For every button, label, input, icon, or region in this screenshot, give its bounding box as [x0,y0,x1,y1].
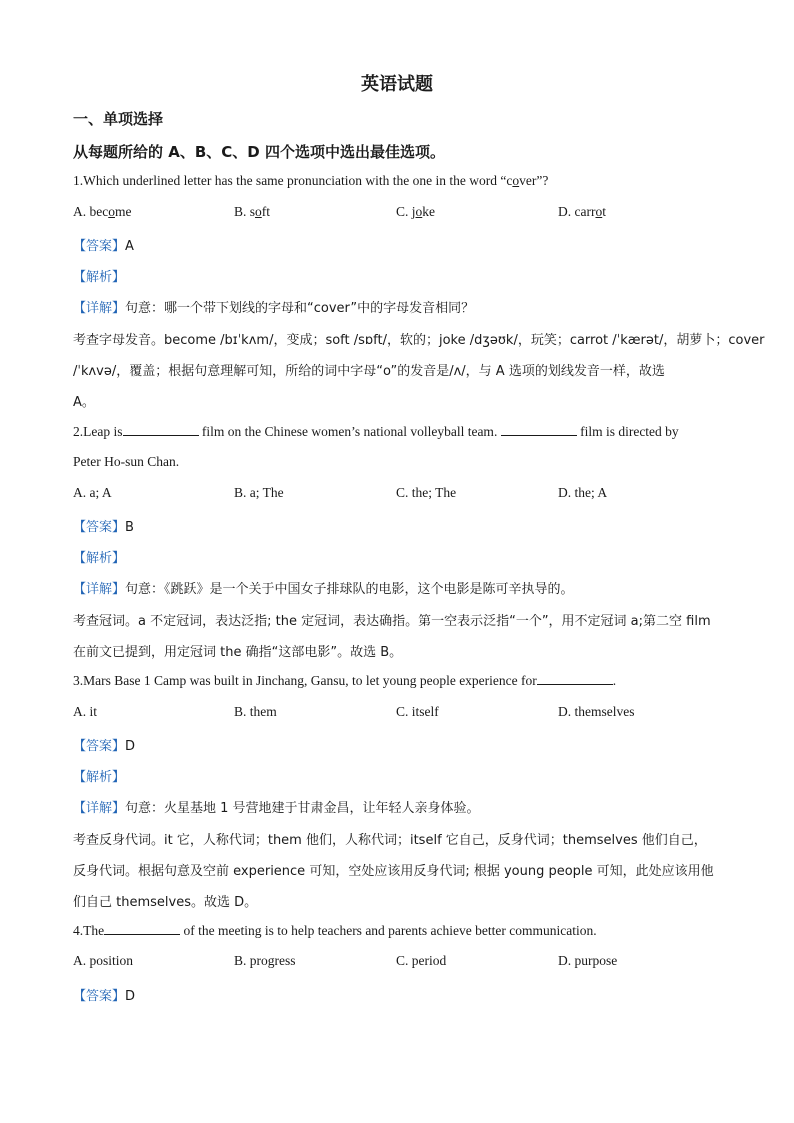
question-1: 1.Which underlined letter has the same pronunciation with the one in the word “cover”? [73,173,549,188]
q2-option-b: B. a; The [234,485,284,500]
q1-option-d: D. carrot [558,204,606,219]
q3-option-c: C. itself [396,704,439,719]
q3-explanation-line-2: 反身代词。根据句意及空前 experience 可知，空处应该用反身代词; 根据 young people 可知，此处应该用他 [73,864,714,879]
q1-answer: 【答案】A [73,239,134,254]
q1-explanation-line-2: /ˈkʌvə/，覆盖；根据句意理解可知，所给的词中字母“o”的发音是/ʌ/，与 A 选项的划线发音一样，故选 [73,364,665,379]
q1-explanation-line-1: 考查字母发音。become /bɪˈkʌm/，变成；soft /sɒft/，软的；joke /dʒəʊk/，玩笑；carrot /ˈkærət/，胡萝卜；cover [73,333,765,348]
q3-option-a: A. it [73,704,98,719]
answer-blank [123,423,199,436]
question-4: 4.The of the meeting is to help teachers and parents achieve better communication. [73,923,597,938]
q3-option-b: B. them [234,704,277,719]
answer-blank [537,672,613,685]
q2-explanation-line-1: 考查冠词。a 不定冠词，表达泛指; the 定冠词，表达确指。第一空表示泛指“一个”，用不定冠词 a;第二空 film [73,614,711,629]
q1-analysis-label: 【解析】 [73,270,126,285]
page-title: 英语试题 [361,74,433,95]
q1-option-b: B. soft [234,204,271,219]
q1-explanation-line-3: A。 [73,395,95,410]
q3-option-d: D. themselves [558,704,635,719]
question-2-line-2: Peter Ho-sun Chan. [73,454,180,469]
q3-analysis-label: 【解析】 [73,770,126,785]
q4-option-a: A. position [73,953,134,968]
q3-answer: 【答案】D [73,739,136,754]
underlined-letter: o [512,173,520,188]
q3-detail: 【详解】句意：火星基地 1 号营地建于甘肃金昌，让年轻人亲身体验。 [73,801,480,816]
section-heading: 一、单项选择 [73,110,164,128]
q2-option-a: A. a; A [73,485,112,500]
q2-option-d: D. the; A [558,485,608,500]
answer-blank [501,423,577,436]
q1-option-a: A. become [73,204,132,219]
q1-detail: 【详解】句意：哪一个带下划线的字母和“cover”中的字母发音相同？ [73,301,475,316]
q2-explanation-line-2: 在前文已提到，用定冠词 the 确指“这部电影”。故选 B。 [73,645,403,660]
q4-answer: 【答案】D [73,989,136,1004]
q3-explanation-line-3: 们自己 themselves。故选 D。 [73,895,258,910]
q2-detail: 【详解】句意：《跳跃》是一个关于中国女子排球队的电影，这个电影是陈可辛执导的。 [73,582,574,597]
answer-blank [104,922,180,935]
q3-explanation-line-1: 考查反身代词。it 它，人称代词；them 他们，人称代词；itself 它自己，反身代词；themselves 他们自己， [73,833,707,848]
q4-option-d: D. purpose [558,953,618,968]
instruction-text: 从每题所给的 A、B、C、D 四个选项中选出最佳选项。 [73,143,445,161]
q4-option-c: C. period [396,953,447,968]
q1-option-c: C. joke [396,204,436,219]
question-2: 2.Leap is film on the Chinese women’s national volleyball team. film is directed by [73,424,679,439]
q2-analysis-label: 【解析】 [73,551,126,566]
q4-option-b: B. progress [234,953,296,968]
q2-answer: 【答案】B [73,520,134,535]
question-3: 3.Mars Base 1 Camp was built in Jinchang, Gansu, to let young people experience for . [73,673,617,688]
q2-option-c: C. the; The [396,485,457,500]
